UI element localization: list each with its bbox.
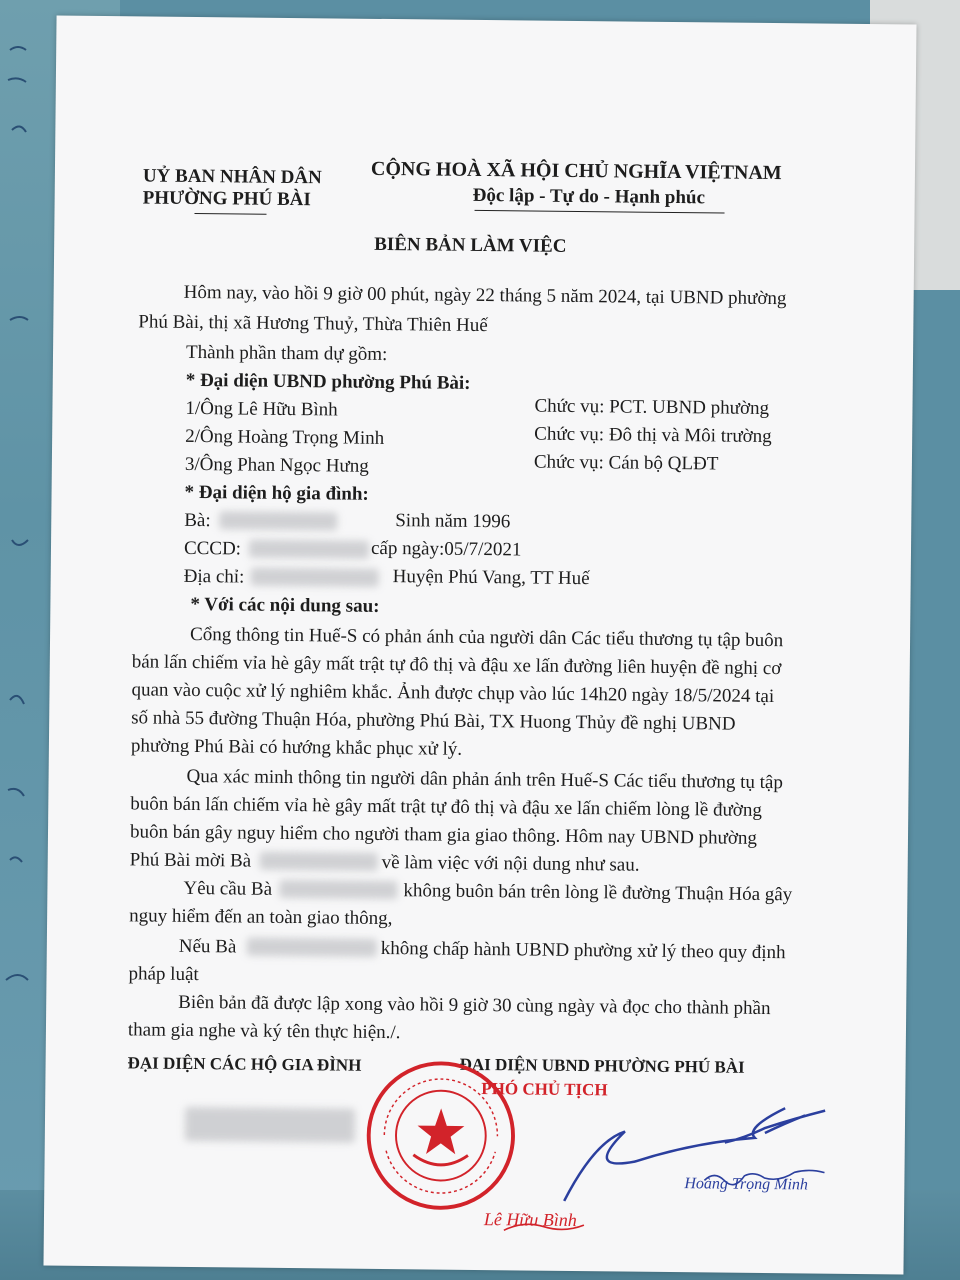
signer-name-right: Hoàng Trọng Minh <box>684 1175 809 1194</box>
ubnd-section-heading: * Đại diện UBND phường Phú Bài: <box>185 369 471 394</box>
agency-name-line2: PHƯỜNG PHÚ BÀI <box>142 187 311 211</box>
p3-line-1-start: Yêu cầu Bà <box>183 877 273 900</box>
p4-line-1-start: Nếu Bà <box>178 935 237 958</box>
household-name-label: Bà: <box>184 509 211 532</box>
p2-line-2: buôn bán lấn chiếm vỉa hè gây mất trật tự đô thị và đậu xe lấn chiếm lòng lề đường <box>130 793 763 821</box>
household-heading: * Đại diện hộ gia đình: <box>184 481 369 505</box>
household-birth: Sinh năm 1996 <box>395 510 511 533</box>
household-id-label: CCCD: <box>183 537 242 560</box>
intro-line-1: Hôm nay, vào hồi 9 giờ 00 phút, ngày 22 tháng 5 năm 2024, tại UBND phường <box>183 281 787 310</box>
p3-line-1-end: không buôn bán trên lòng lề đường Thuận Hóa gây <box>403 880 793 906</box>
p5-line-2: tham gia nghe và ký tên thực hiện./. <box>127 1019 401 1044</box>
p2-line-1: Qua xác minh thông tin người dân phản ánh trên Huế-S Các tiểu thương tụ tập <box>186 765 784 794</box>
content-heading: * Với các nội dung sau: <box>190 593 380 617</box>
p1-line-3: quan vào cuộc xử lý nghiêm khắc. Ảnh được chụp vào lúc 14h20 ngày 18/5/2024 tại <box>131 679 775 708</box>
p2-line-3: buôn bán gây nguy hiểm cho người tham gia giao thông. Hôm nay UBND phường <box>129 821 758 849</box>
p4-line-1-end: không chấp hành UBND phường xử lý theo quy định <box>380 937 786 964</box>
redacted-address <box>251 568 379 587</box>
p1-line-1: Cổng thông tin Huế-S có phản ánh của người dân Các tiểu thương tụ tập buôn <box>189 623 784 652</box>
intro-line-2: Phú Bài, thị xã Hương Thuỷ, Thừa Thiên Huế <box>138 311 488 337</box>
redacted-name-3 <box>279 880 397 899</box>
motto-underline <box>475 210 725 214</box>
p5-line-1: Biên bản đã được lập xong vào hồi 9 giờ 30 cùng ngày và đọc cho thành phần <box>178 991 771 1020</box>
right-signature-heading: ĐẠI DIỆN UBND PHƯỜNG PHÚ BÀI <box>459 1054 745 1077</box>
p1-line-5: phường Phú Bài có hướng khắc phục xử lý. <box>130 735 463 760</box>
participants-heading: Thành phần tham dự gồm: <box>185 341 388 366</box>
redacted-name-4 <box>247 938 377 957</box>
p1-line-2: bán lấn chiếm vỉa hè gây mất trật tự đô thị và đậu xe lấn đường liên huyện đề nghị cơ <box>131 651 782 680</box>
member-name-1: 1/Ông Lê Hữu Bình <box>185 397 338 421</box>
left-signature-heading: ĐẠI DIỆN CÁC HỘ GIA ĐÌNH <box>127 1053 362 1075</box>
member-role-1: Chức vụ: PCT. UBND phường <box>534 395 770 420</box>
member-role-3: Chức vụ: Cán bộ QLĐT <box>533 451 719 475</box>
member-name-2: 2/Ông Hoàng Trọng Minh <box>185 425 385 449</box>
household-address-label: Địa chỉ: <box>183 565 245 588</box>
p4-line-2: pháp luật <box>128 963 199 986</box>
document-page <box>43 16 916 1275</box>
member-role-2: Chức vụ: Đô thị và Môi trường <box>534 423 772 448</box>
agency-underline <box>194 213 266 215</box>
nation-motto-line1: CỘNG HOÀ XÃ HỘI CHỦ NGHĨA VIỆTNAM <box>370 157 782 185</box>
p1-line-4: số nhà 55 đường Thuận Hóa, phường Phú Bài, TX Huong Thủy đề nghị UBND <box>131 707 736 735</box>
document-title: BIÊN BẢN LÀM VIỆC <box>374 233 567 257</box>
signer-name-pct: Lê Hữu Bình <box>483 1209 577 1231</box>
p3-line-2: nguy hiểm đến an toàn giao thông, <box>129 905 393 930</box>
p2-line-4-end: về làm việc với nội dung như sau. <box>381 851 640 876</box>
agency-name-line1: UỶ BAN NHÂN DÂN <box>142 165 322 189</box>
redacted-id <box>249 540 369 559</box>
stamp-title: PHÓ CHỦ TỊCH <box>481 1079 608 1100</box>
nation-motto-line2: Độc lập - Tự do - Hạnh phúc <box>472 184 706 209</box>
household-id-date: cấp ngày:05/7/2021 <box>370 537 522 561</box>
p2-line-4-start: Phú Bài mời Bà <box>129 849 252 872</box>
household-address: Huyện Phú Vang, TT Huế <box>392 566 590 590</box>
redacted-name-2 <box>260 852 378 871</box>
redacted-household-signature <box>185 1107 355 1143</box>
member-name-3: 3/Ông Phan Ngọc Hưng <box>184 453 369 477</box>
redacted-name <box>219 511 337 530</box>
